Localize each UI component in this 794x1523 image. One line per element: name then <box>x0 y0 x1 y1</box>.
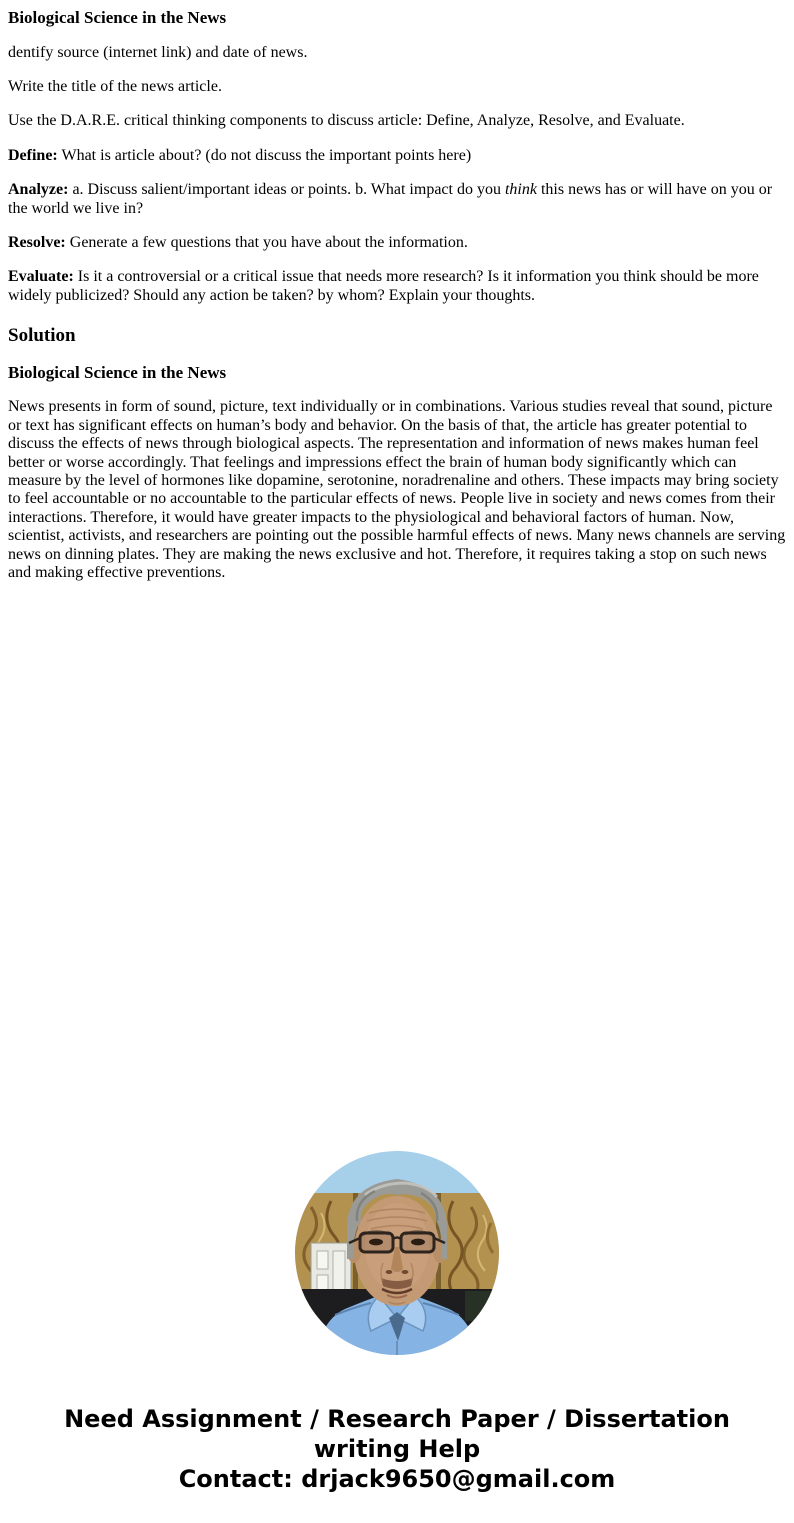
resolve-label: Resolve: <box>8 233 66 251</box>
tutor-photo <box>295 1151 499 1355</box>
analyze-italic-word: think <box>504 181 537 199</box>
resolve-text: Generate a few questions that you have about the information. <box>65 233 468 251</box>
eye-right <box>411 1239 425 1246</box>
define-label: Define: <box>8 146 58 164</box>
analyze-label: Analyze: <box>8 181 69 199</box>
eye-left <box>369 1239 383 1246</box>
footer-line-2: writing Help <box>313 1435 481 1463</box>
footer-line-1: Need Assignment / Research Paper / Dissertation <box>64 1405 730 1433</box>
intro-line-identify-source: dentify source (internet link) and date of news. <box>8 43 308 61</box>
footer-cta <box>0 1404 794 1494</box>
analyze-text-before: a. Discuss salient/important ideas or points. b. What impact do you <box>68 181 505 199</box>
intro-line-dare-components: Use the D.A.R.E. critical thinking components to discuss article: Define, Analyze, Resolve, and Evaluate. <box>8 112 685 130</box>
solution-paragraph: News presents in form of sound, picture, text individually or in combinations. Various studies reveal that sound, picture or text has significant effects on human’s body and behavior. On the basis of that, the article has greater potential to discuss the effects of news through biological aspects. The representation and information of news makes human feel better or worse accordingly. That feelings and impressions effect the brain of human body significantly which can measure by the level of hormones like dopamine, serotonine, noradrenaline and others. These impacts may bring society to feel accountable or no accountable to the particular effects of news. People live in society and news comes from their interactions. Therefore, it would have greater impacts to the physiological and behavioral factors of human. Now, scientist, activists, and researchers are pointing out the possible harmful effects of news. Many news channels are serving news on dinning plates. They are making the news exclusive and hot. Therefore, it requires taking a stop on such news and making effective preventions. <box>8 398 786 581</box>
define-text: What is article about? (do not discuss the important points here) <box>57 146 472 164</box>
dare-item-analyze <box>8 181 786 218</box>
solution-heading: Solution <box>8 325 76 347</box>
article-heading: Biological Science in the News <box>8 8 227 27</box>
dare-item-evaluate <box>8 268 786 305</box>
analyze-text-after: this news has or will have on you or the world we live in? <box>8 181 773 217</box>
intro-line-write-title: Write the title of the news article. <box>8 77 222 95</box>
dare-item-define <box>8 147 786 165</box>
evaluate-label: Evaluate: <box>8 268 74 286</box>
tutor-photo-illustration <box>295 1151 499 1355</box>
solution-subheading: Biological Science in the News <box>8 362 227 382</box>
contact-email: Contact: drjack9650@gmail.com <box>178 1465 616 1493</box>
evaluate-text: Is it a controversial or a critical issue that needs more research? Is it information you think should be more widely publicized? Should any action be taken? by whom? Explain your thoughts. <box>8 268 759 304</box>
dare-item-resolve <box>8 234 786 252</box>
document-page <box>8 0 786 598</box>
